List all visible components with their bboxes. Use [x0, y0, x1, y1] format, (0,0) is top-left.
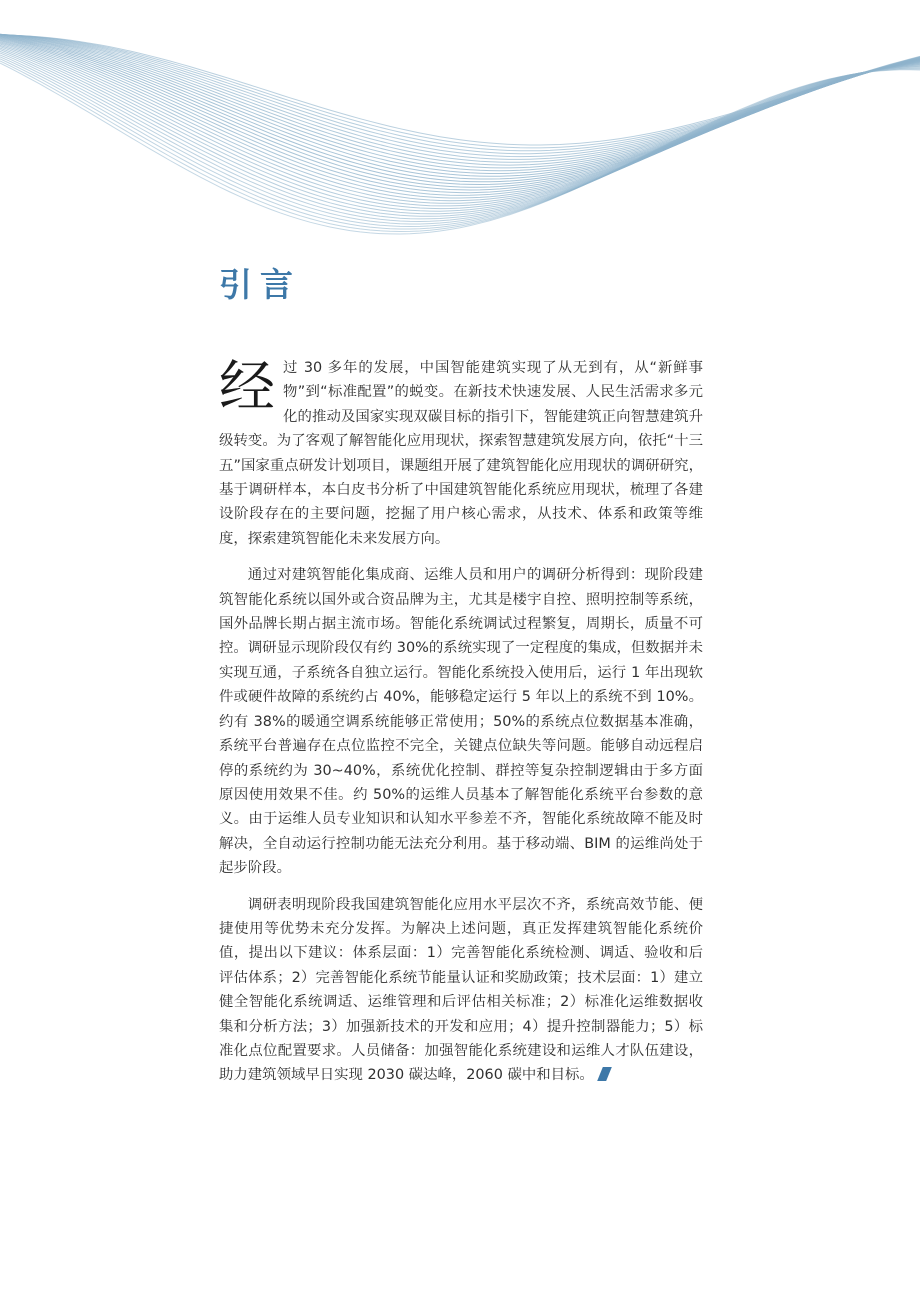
decorative-wave-graphic	[0, 0, 920, 340]
wave-line	[0, 50, 920, 217]
end-mark-icon	[597, 1067, 612, 1081]
paragraph-1-text: 过 30 多年的发展，中国智能建筑实现了从无到有，从“新鲜事物”到“标准配置”的蜕变。在新技术快速发展、人民生活需求多元化的推动及国家实现双碳目标的指引下，智能建筑正向智慧建筑升级转变。为了客观了解智能化应用现状，探索智慧建筑发展方向，依托“十三五”国家重点研发计划项目，课题组开展了建筑智能化应用现状的调研研究，基于调研样本，本白皮书分析了中国建筑智能化系统应用现状，梳理了各建设阶段存在的主要问题，挖掘了用户核心需求，从技术、体系和政策等维度，探索建筑智能化未来发展方向。	[219, 360, 703, 547]
section-title: 引言	[219, 265, 301, 304]
wave-line	[0, 51, 920, 219]
wave-line	[0, 35, 920, 145]
intro-body	[219, 356, 703, 1088]
wave-line	[0, 42, 920, 201]
intro-paragraph-1	[219, 356, 703, 551]
intro-paragraph-2: 通过对建筑智能化集成商、运维人员和用户的调研分析得到：现阶段建筑智能化系统以国外或合资品牌为主，尤其是楼宇自控、照明控制等系统，国外品牌长期占据主流市场。智能化系统调试过程繁复，周期长，质量不可控。调研显示现阶段仅有约 30%的系统实现了一定程度的集成，但数据并未实现互通，子系统各自独立运行。智能化系统投入使用后，运行 1 年出现软件或硬件故障的系统约占 40%，能够稳定运行 5 年以上的系统不到 10%。约有 38%的暖通空调系统能够正常使用；50%的系统点位数据基本准确，系统平台普遍存在点位监控不完全，关键点位缺失等问题。能够自动远程启停的系统约为 30~40%，系统优化控制、群控等复杂控制逻辑由于多方面原因使用效果不佳。约 50%的运维人员基本了解智能化系统平台参数的意义。由于运维人员专业知识和认知水平参差不齐，智能化系统故障不能及时解决，全自动运行控制功能无法充分利用。基于移动端、BIM 的运维尚处于起步阶段。	[219, 567, 703, 877]
drop-cap: 经	[219, 355, 275, 420]
paragraph-3-text: 调研表明现阶段我国建筑智能化应用水平层次不齐，系统高效节能、便捷使用等优势未充分发挥。为解决上述问题，真正发挥建筑智能化系统价值，提出以下建议：体系层面：1）完善智能化系统检测、调适、验收和后评估体系；2）完善智能化系统节能量认证和奖励政策；技术层面：1）建立健全智能化系统调适、运维管理和后评估相关标准；2）标准化运维数据收集和分析方法；3）加强新技术的开发和应用；4）提升控制器能力；5）标准化点位配置要求。人员储备：加强智能化系统建设和运维人才队伍建设，助力建筑领域早日实现 2030 碳达峰，2060 碳中和目标。	[219, 896, 703, 1084]
intro-paragraph-3	[219, 893, 703, 1088]
